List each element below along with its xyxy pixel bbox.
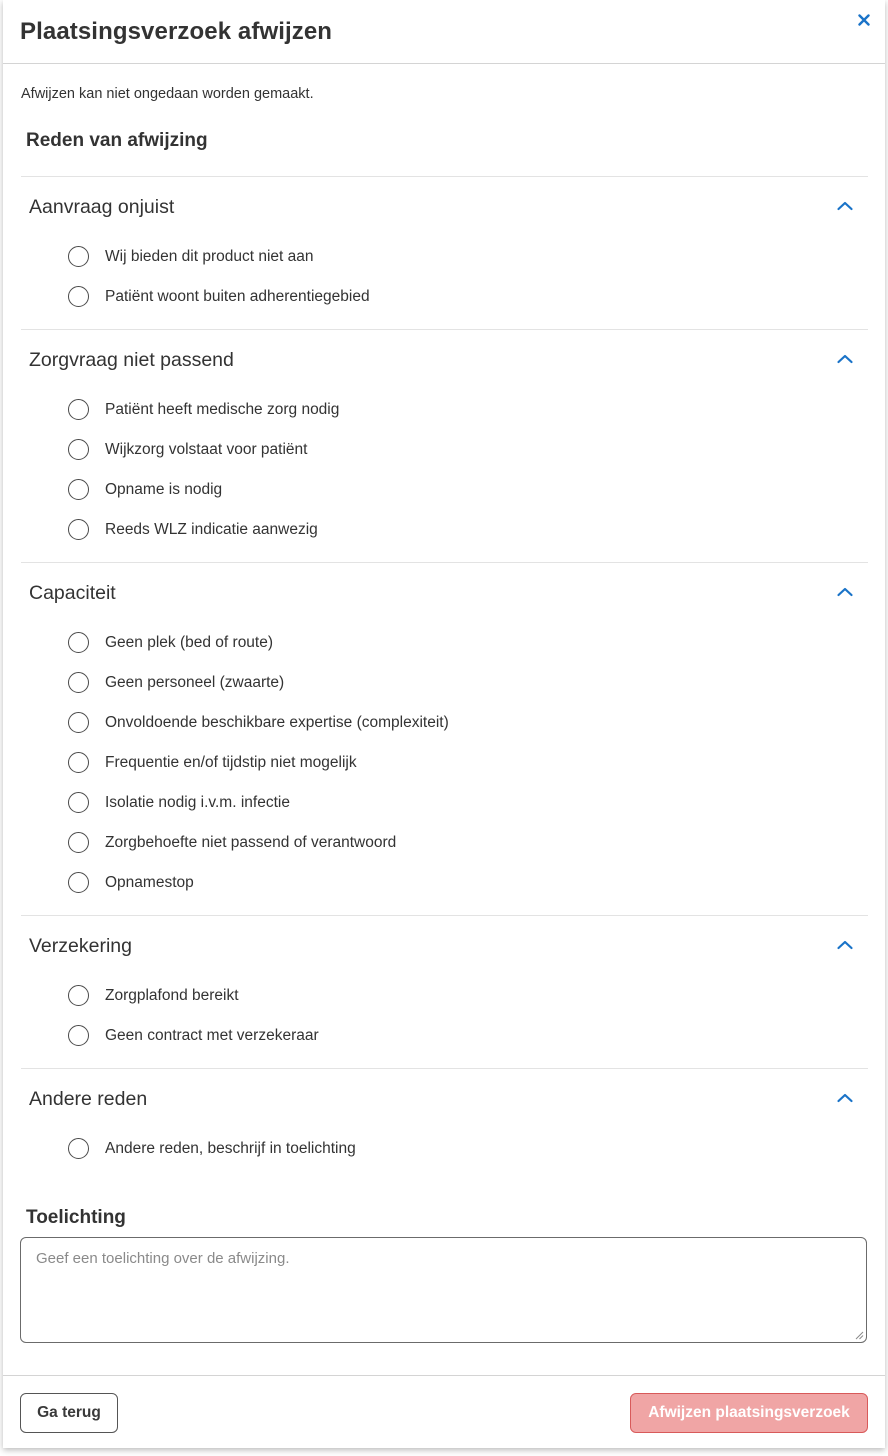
reasons-heading: Reden van afwijzing	[26, 130, 208, 151]
reason-option[interactable]	[21, 470, 868, 510]
reason-group-title: Zorgvraag niet passend	[29, 349, 234, 371]
radio-button[interactable]	[68, 1138, 89, 1159]
reason-group-header[interactable]	[21, 330, 868, 390]
reason-option[interactable]	[21, 703, 868, 743]
close-button[interactable]	[853, 9, 875, 31]
chevron-up-icon[interactable]	[836, 585, 854, 599]
reason-option[interactable]	[21, 1129, 868, 1169]
radio-button[interactable]	[68, 832, 89, 853]
chevron-up-icon[interactable]	[836, 1091, 854, 1105]
reason-option[interactable]	[21, 863, 868, 903]
radio-button[interactable]	[68, 752, 89, 773]
radio-button[interactable]	[68, 792, 89, 813]
reason-option[interactable]	[21, 510, 868, 550]
reason-option[interactable]	[21, 237, 868, 277]
radio-button[interactable]	[68, 399, 89, 420]
reason-group	[21, 176, 868, 329]
reason-option-label: Zorgplafond bereikt	[105, 987, 239, 1004]
reason-option[interactable]	[21, 976, 868, 1016]
reason-option-label: Andere reden, beschrijf in toelichting	[105, 1140, 356, 1157]
reason-group	[21, 915, 868, 1068]
reason-option-label: Isolatie nodig i.v.m. infectie	[105, 794, 290, 811]
reason-option-label: Wij bieden dit product niet aan	[105, 248, 314, 265]
reason-group	[21, 562, 868, 915]
radio-button[interactable]	[68, 286, 89, 307]
reason-groups	[21, 176, 868, 1181]
reject-request-button[interactable]: Afwijzen plaatsingsverzoek	[630, 1393, 868, 1433]
reason-option-label: Onvoldoende beschikbare expertise (complexiteit)	[105, 714, 449, 731]
reason-option-label: Geen personeel (zwaarte)	[105, 674, 285, 691]
reason-option[interactable]	[21, 823, 868, 863]
reason-group-title: Andere reden	[29, 1088, 148, 1110]
reason-option-label: Patiënt woont buiten adherentiegebied	[105, 288, 370, 305]
reason-group-header[interactable]	[21, 563, 868, 623]
reason-group-header[interactable]	[21, 916, 868, 976]
reason-option-label: Patiënt heeft medische zorg nodig	[105, 401, 340, 418]
reason-option[interactable]	[21, 277, 868, 317]
chevron-up-icon[interactable]	[836, 352, 854, 366]
radio-button[interactable]	[68, 1025, 89, 1046]
reject-dialog	[3, 0, 885, 1448]
reason-options	[21, 623, 868, 915]
reason-option-label: Wijkzorg volstaat voor patiënt	[105, 441, 308, 458]
dialog-footer	[3, 1375, 885, 1448]
radio-button[interactable]	[68, 632, 89, 653]
close-icon	[858, 14, 870, 26]
reason-option-label: Geen plek (bed of route)	[105, 634, 274, 651]
reason-group	[21, 329, 868, 562]
reason-group-title: Aanvraag onjuist	[29, 196, 175, 218]
radio-button[interactable]	[68, 479, 89, 500]
reason-option-label: Opnamestop	[105, 874, 194, 891]
reason-option[interactable]	[21, 430, 868, 470]
reason-option[interactable]	[21, 783, 868, 823]
reason-option[interactable]	[21, 743, 868, 783]
radio-button[interactable]	[68, 872, 89, 893]
reason-group-title: Verzekering	[29, 935, 132, 957]
radio-button[interactable]	[68, 246, 89, 267]
explanation-heading: Toelichting	[26, 1207, 126, 1228]
radio-button[interactable]	[68, 439, 89, 460]
chevron-up-icon[interactable]	[836, 938, 854, 952]
reason-option-label: Zorgbehoefte niet passend of verantwoord	[105, 834, 397, 851]
radio-button[interactable]	[68, 712, 89, 733]
go-back-button[interactable]: Ga terug	[20, 1393, 118, 1433]
reason-group-title: Capaciteit	[29, 582, 116, 604]
chevron-up-icon[interactable]	[836, 199, 854, 213]
resize-handle-icon[interactable]	[854, 1330, 864, 1340]
irreversible-warning: Afwijzen kan niet ongedaan worden gemaakt.	[21, 86, 314, 102]
explanation-textarea[interactable]	[21, 1238, 866, 1342]
reason-group-header[interactable]	[21, 177, 868, 237]
dialog-title: Plaatsingsverzoek afwijzen	[20, 18, 333, 45]
reason-option-label: Opname is nodig	[105, 481, 223, 498]
radio-button[interactable]	[68, 672, 89, 693]
reason-option[interactable]	[21, 623, 868, 663]
reason-option-label: Reeds WLZ indicatie aanwezig	[105, 521, 318, 538]
reason-option-label: Geen contract met verzekeraar	[105, 1027, 319, 1044]
dialog-header	[3, 0, 885, 64]
reason-option[interactable]	[21, 1016, 868, 1056]
explanation-field-wrapper	[20, 1237, 867, 1343]
reason-options	[21, 237, 868, 329]
reason-options	[21, 390, 868, 562]
reason-group-header[interactable]	[21, 1069, 868, 1129]
reason-option[interactable]	[21, 390, 868, 430]
reason-option[interactable]	[21, 663, 868, 703]
reason-option-label: Frequentie en/of tijdstip niet mogelijk	[105, 754, 357, 771]
radio-button[interactable]	[68, 985, 89, 1006]
reason-group	[21, 1068, 868, 1181]
reason-options	[21, 1129, 868, 1181]
reason-options	[21, 976, 868, 1068]
radio-button[interactable]	[68, 519, 89, 540]
